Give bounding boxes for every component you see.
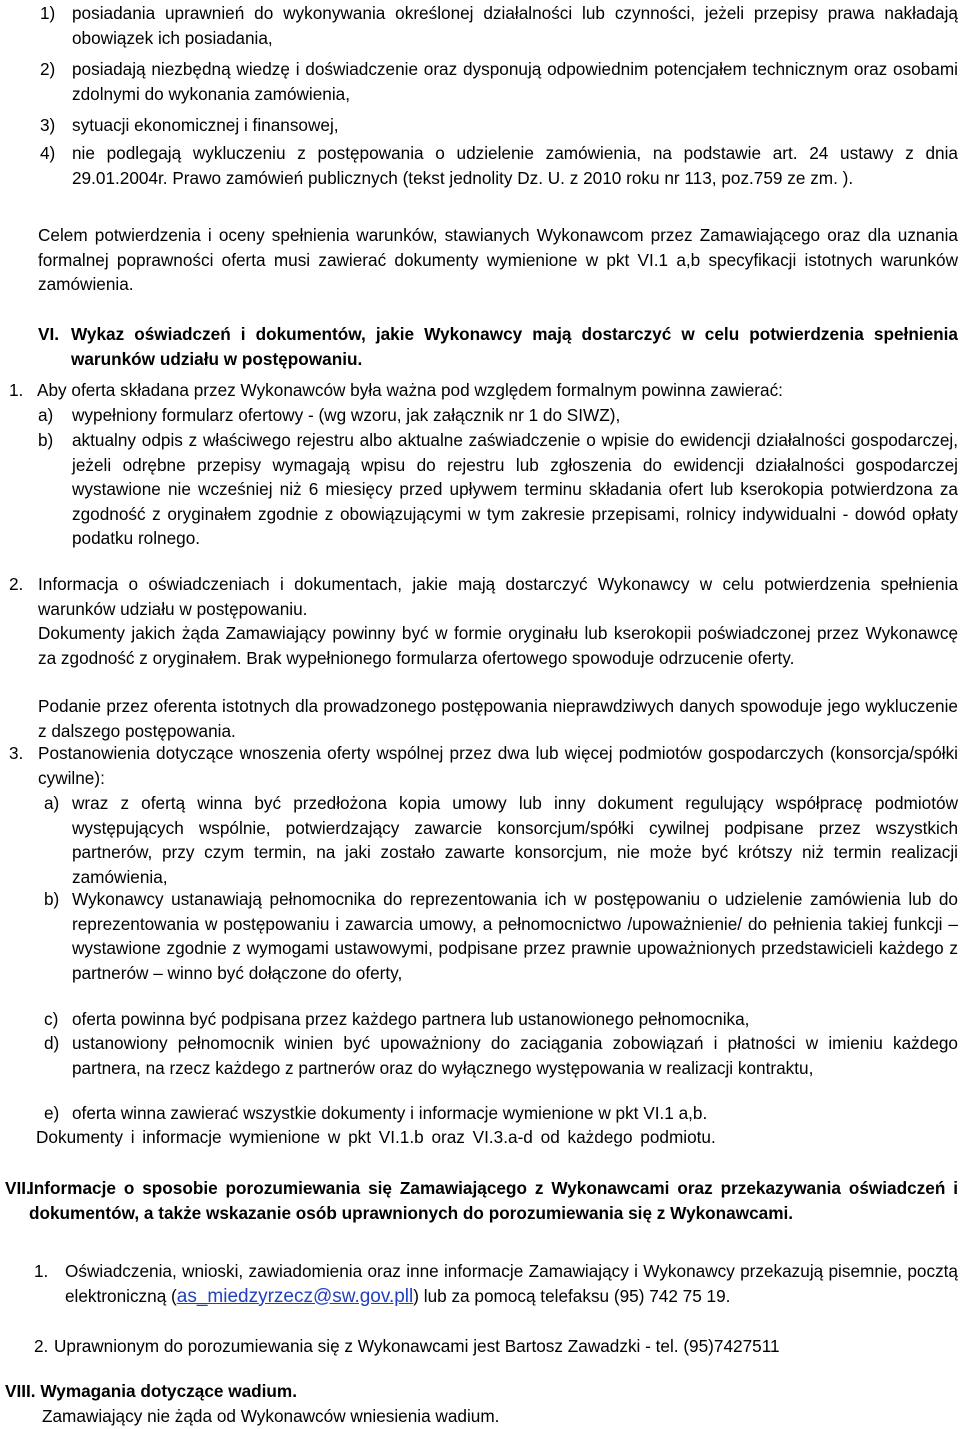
intro-item-label: 2) <box>40 59 56 79</box>
section-viii-text: Zamawiający nie żąda od Wykonawców wniesienia wadium. <box>42 1406 500 1426</box>
section-vi-item-3-sub-c <box>44 1007 958 1032</box>
section-vi-item-1-label: 1. <box>9 380 24 400</box>
section-vi-item-1-sub-b <box>38 428 958 551</box>
section-vi-item-1 <box>9 378 958 403</box>
sub-item-label: a) <box>44 793 60 813</box>
sub-item-label: b) <box>38 430 54 450</box>
section-viii-title: Wymagania dotyczące wadium. <box>40 1381 297 1401</box>
sub-item-label: a) <box>38 405 54 425</box>
section-vii-item-1-text-start: Oświadczenia, wnioski, zawiadomienia oraz inne informacje Zamawiający i Wykonawcy przekazują pisemnie, pocztą elektroniczną ( <box>65 1261 958 1306</box>
intro-item-label: 4) <box>40 143 56 163</box>
celem-paragraph: Celem potwierdzenia i oceny spełnienia warunków, stawianych Wykonawcom przez Zamawiającego oraz dla uznania formalnej poprawności oferta musi zawierać dokumenty wymienione w pkt VI.1 a,b specyfikacji istotnych warunków zamówienia. <box>38 225 958 295</box>
intro-item <box>40 113 958 138</box>
section-vii-number: VII. <box>5 1178 31 1198</box>
intro-item-label: 3) <box>40 115 56 135</box>
section-vii-item-1-label: 1. <box>34 1261 49 1281</box>
section-vi-closing: Dokumenty i informacje wymienione w pkt VI.1.b oraz VI.3.a-d od każdego podmiotu. <box>36 1127 716 1147</box>
section-vi-item-2-paragraph: Dokumenty jakich żąda Zamawiający powinny być w formie oryginału lub kserokopii poświadczonej przez Wykonawcę za zgodność z oryginałem. Brak wypełnionego formularza ofertowego spowoduje odrzucenie oferty. <box>38 623 958 668</box>
section-vi-item-3-sub-b <box>44 887 958 985</box>
section-vii-title: Informacje o sposobie porozumiewania się Zamawiającego z Wykonawcami oraz przekazywania oświadczeń i dokumentów, a także wskazanie osób uprawnionych do porozumiewania się z Wykonawcami. <box>29 1178 958 1223</box>
section-vi-item-3-label: 3. <box>9 743 24 763</box>
section-vi-number: VI. <box>38 324 60 344</box>
section-vii-item-1-text-end: ) lub za pomocą telefaksu (95) 742 75 19. <box>413 1285 731 1306</box>
section-viii-number: VIII. <box>5 1381 36 1401</box>
section-vi-item-2 <box>9 572 958 621</box>
intro-item-text: sytuacji ekonomicznej i finansowej, <box>72 115 339 135</box>
section-vi-item-3-text: Postanowienia dotyczące wnoszenia oferty wspólnej przez dwa lub więcej podmiotów gospodarczych (konsorcja/spółki cywilne): <box>38 743 958 788</box>
section-vi-item-3-sub-e <box>44 1101 958 1126</box>
section-vii-item-2-text: Uprawnionym do porozumiewania się z Wykonawcami jest Bartosz Zawadzki - tel. (95)7427511 <box>54 1336 780 1356</box>
intro-item-label: 1) <box>40 3 56 23</box>
section-vii-item-1-body <box>65 1259 958 1309</box>
sub-item-text: Wykonawcy ustanawiają pełnomocnika do reprezentowania ich w postępowaniu o udzielenie zamówienia lub do reprezentowania w postępowaniu i zawarcia umowy, a pełnomocnictwo /upoważnienie/ do pełnienia takiej funkcji – wystawione zgodnie z wymogami ustawowymi, podpisane przez prawnie upoważnionych przedstawicieli każdego z partnerów – winno być dołączone do oferty, <box>72 889 958 983</box>
section-vi-item-1-sub-a <box>38 403 958 428</box>
section-vi-item-3 <box>9 741 958 790</box>
intro-item <box>40 1 958 50</box>
intro-item-text: nie podlegają wykluczeniu z postępowania o udzielenie zamówienia, na podstawie art. 24 ustawy z dnia 29.01.2004r. Prawo zamówień publicznych (tekst jednolity Dz. U. z 2010 roku nr 113, poz.759 ze zm. ). <box>72 143 958 188</box>
sub-item-label: b) <box>44 889 60 909</box>
section-vi-item-3-sub-a <box>44 791 958 889</box>
sub-item-text: ustanowiony pełnomocnik winien być upoważniony do zaciągania zobowiązań i płatności w imieniu każdego partnera, na rzecz każdego z partnerów oraz do wyłącznego występowania w realizacji kontraktu, <box>72 1033 958 1078</box>
sub-item-text: oferta powinna być podpisana przez każdego partnera lub ustanowionego pełnomocnika, <box>72 1009 750 1029</box>
section-viii-heading <box>5 1379 958 1404</box>
section-vi-title: Wykaz oświadczeń i dokumentów, jakie Wykonawcy mają dostarczyć w celu potwierdzenia spełnienia warunków udziału w postępowaniu. <box>71 324 958 369</box>
section-vi-heading <box>38 322 958 371</box>
section-vi-item-2-label: 2. <box>9 574 24 594</box>
section-vii-heading <box>5 1176 958 1225</box>
intro-item-text: posiadania uprawnień do wykonywania określonej działalności lub czynności, jeżeli przepisy prawa nakładają obowiązek ich posiadania, <box>72 3 958 48</box>
intro-item <box>40 57 958 106</box>
section-vi-item-2-text: Informacja o oświadczeniach i dokumentach, jakie mają dostarczyć Wykonawcy w celu potwierdzenia spełnienia warunków udziału w postępowaniu. <box>38 574 958 619</box>
email-link[interactable]: as_miedzyrzecz@sw.gov.pll <box>176 1285 414 1307</box>
intro-item-text: posiadają niezbędną wiedzę i doświadczenie oraz dysponują odpowiednim potencjałem technicznym oraz osobami zdolnymi do wykonania zamówienia, <box>72 59 958 104</box>
sub-item-text: wraz z ofertą winna być przedłożona kopia umowy lub inny dokument regulujący współpracę podmiotów występujących wspólnie, potwierdzający zawarcie konsorcjum/spółki cywilnej podpisane przez wszystkich partnerów, przy czym termin, na jaki zostało zawarte konsorcjum, nie może być krótszy niż termin realizacji zamówienia, <box>72 793 958 887</box>
section-vii-item-2 <box>34 1334 958 1359</box>
section-vii-item-2-label: 2. <box>34 1336 49 1356</box>
section-vi-item-1-text: Aby oferta składana przez Wykonawców była ważna pod względem formalnym powinna zawierać: <box>37 380 783 400</box>
section-vii-item-1 <box>34 1259 958 1309</box>
sub-item-label: e) <box>44 1103 60 1123</box>
sub-item-label: d) <box>44 1033 60 1053</box>
intro-item <box>40 141 958 190</box>
sub-item-label: c) <box>44 1009 59 1029</box>
sub-item-text: oferta winna zawierać wszystkie dokumenty i informacje wymienione w pkt VI.1 a,b. <box>72 1103 708 1123</box>
section-vi-item-3-sub-d <box>44 1031 958 1080</box>
sub-item-text: aktualny odpis z właściwego rejestru albo aktualne zaświadczenie o wpisie do ewidencji działalności gospodarczej, jeżeli odrębne przepisy wymagają wpisu do rejestru lub zgłoszenia do ewidencji działalności gospodarczej wystawione nie wcześniej niż 6 miesięcy przed upływem terminu składania ofert lub kserokopia potwierdzona za zgodność z oryginałem zgodnie z obowiązującymi w tym zakresie przepisami, rolnicy indywidualni - dowód opłaty podatku rolnego. <box>72 430 958 549</box>
section-vi-item-2-paragraph: Podanie przez oferenta istotnych dla prowadzonego postępowania nieprawdziwych danych spowoduje jego wykluczenie z dalszego postępowania. <box>38 696 958 741</box>
sub-item-text: wypełniony formularz ofertowy - (wg wzoru, jak załącznik nr 1 do SIWZ), <box>72 405 621 425</box>
